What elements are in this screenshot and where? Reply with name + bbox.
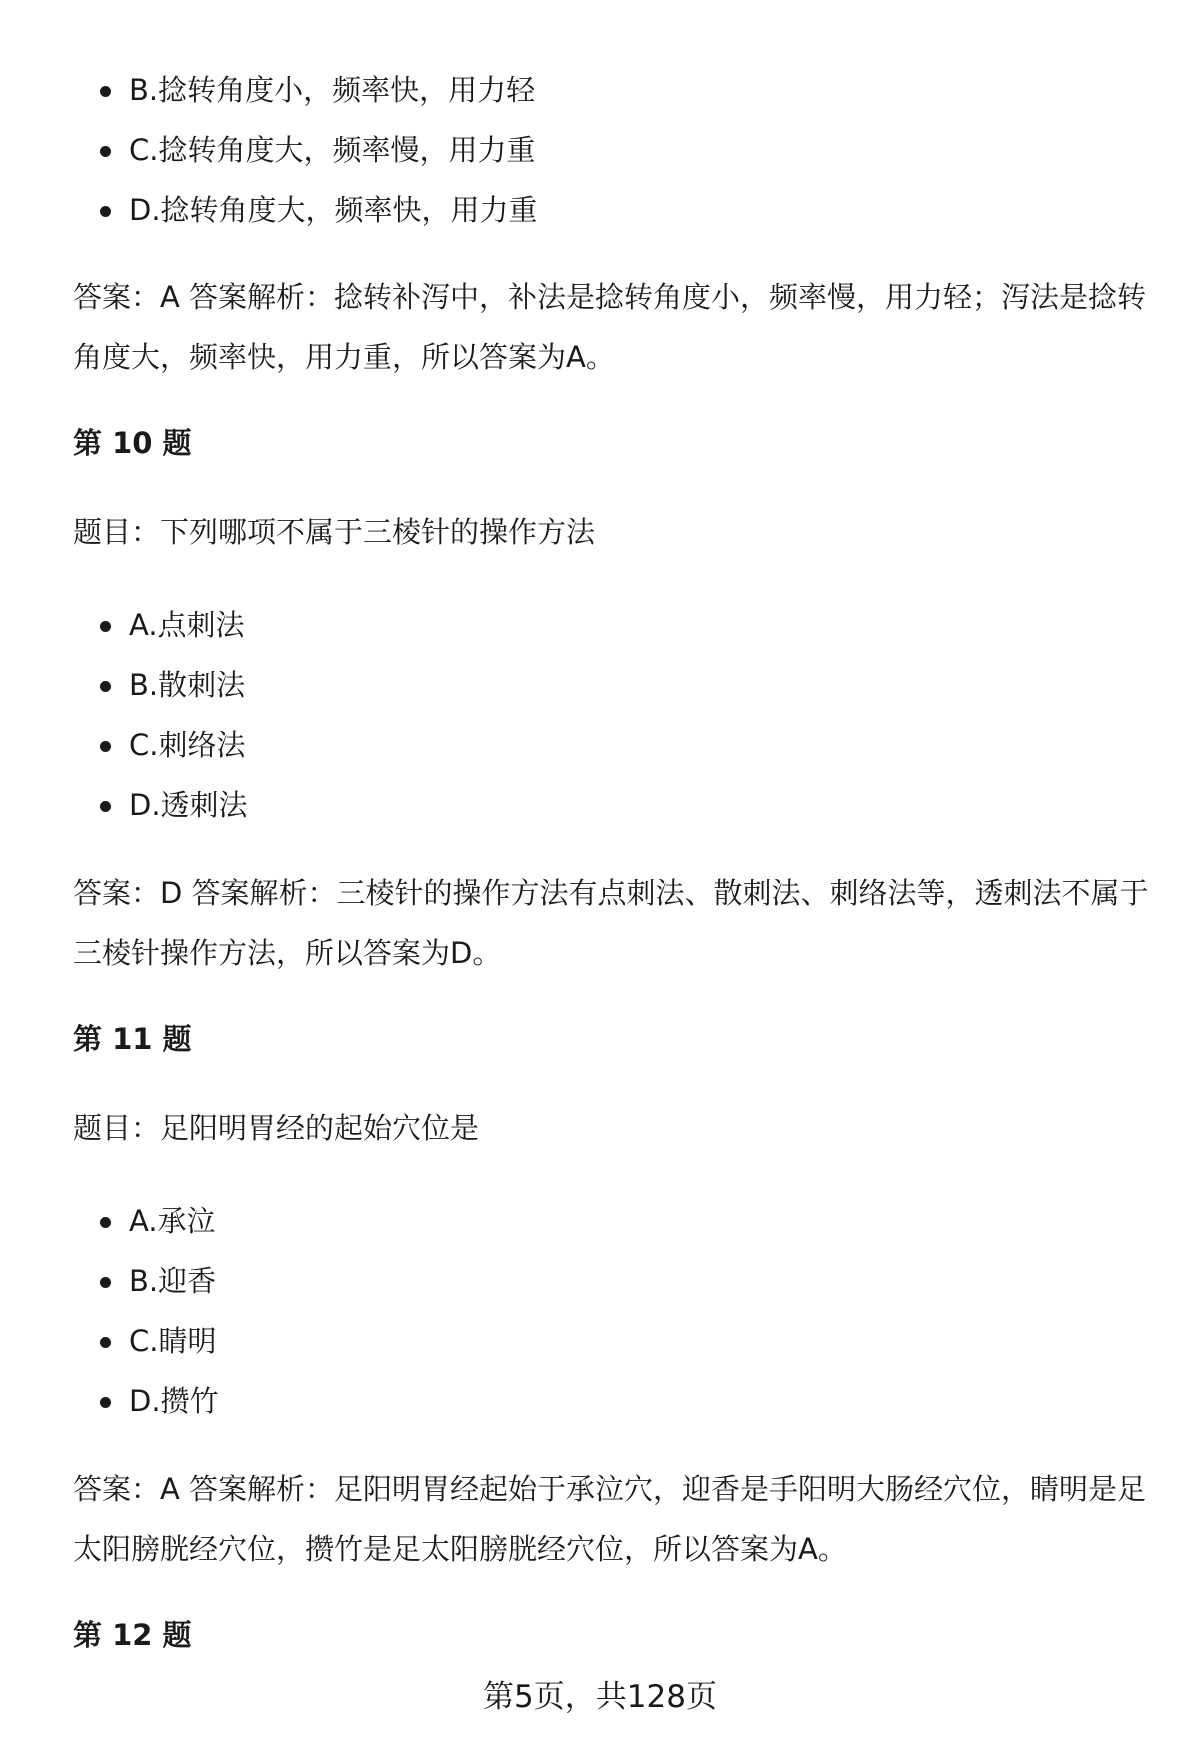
q11-option-a: A.承泣 bbox=[73, 1191, 1153, 1251]
page-indicator: 第5页，共128页 bbox=[483, 1679, 717, 1715]
q10-options bbox=[73, 595, 1153, 835]
q10-answer: 答案：D 答案解析：三棱针的操作方法有点刺法、散刺法、刺络法等，透刺法不属于三棱针操作方法，所以答案为D。 bbox=[73, 876, 1149, 970]
q12-heading: 第 12 题 bbox=[73, 1618, 192, 1652]
q11-question: 题目：足阳明胃经的起始穴位是 bbox=[73, 1111, 480, 1145]
q9-option-c: C.捻转角度大，频率慢，用力重 bbox=[73, 120, 1153, 180]
q11-options bbox=[73, 1191, 1153, 1431]
q10-option-d: D.透刺法 bbox=[73, 775, 1153, 835]
q11-answer: 答案：A 答案解析：足阳明胃经起始于承泣穴，迎香是手阳明大肠经穴位，睛明是足太阳膀胱经穴位，攒竹是足太阳膀胱经穴位，所以答案为A。 bbox=[73, 1472, 1147, 1566]
q10-question: 题目：下列哪项不属于三棱针的操作方法 bbox=[73, 515, 596, 549]
q11-option-c: C.睛明 bbox=[73, 1311, 1153, 1371]
q9-option-d: D.捻转角度大，频率快，用力重 bbox=[73, 180, 1153, 240]
q10-option-c: C.刺络法 bbox=[73, 715, 1153, 775]
q9-options bbox=[73, 60, 1153, 240]
q11-option-b: B.迎香 bbox=[73, 1251, 1153, 1311]
q10-option-b: B.散刺法 bbox=[73, 655, 1153, 715]
q10-heading: 第 10 题 bbox=[73, 426, 192, 460]
q9-answer: 答案：A 答案解析：捻转补泻中，补法是捻转角度小，频率慢，用力轻；泻法是捻转角度大，频率快，用力重，所以答案为A。 bbox=[73, 280, 1147, 374]
q10-option-a: A.点刺法 bbox=[73, 595, 1153, 655]
q9-option-b: B.捻转角度小，频率快，用力轻 bbox=[73, 60, 1153, 120]
q11-heading: 第 11 题 bbox=[73, 1022, 192, 1056]
q11-option-d: D.攒竹 bbox=[73, 1371, 1153, 1431]
